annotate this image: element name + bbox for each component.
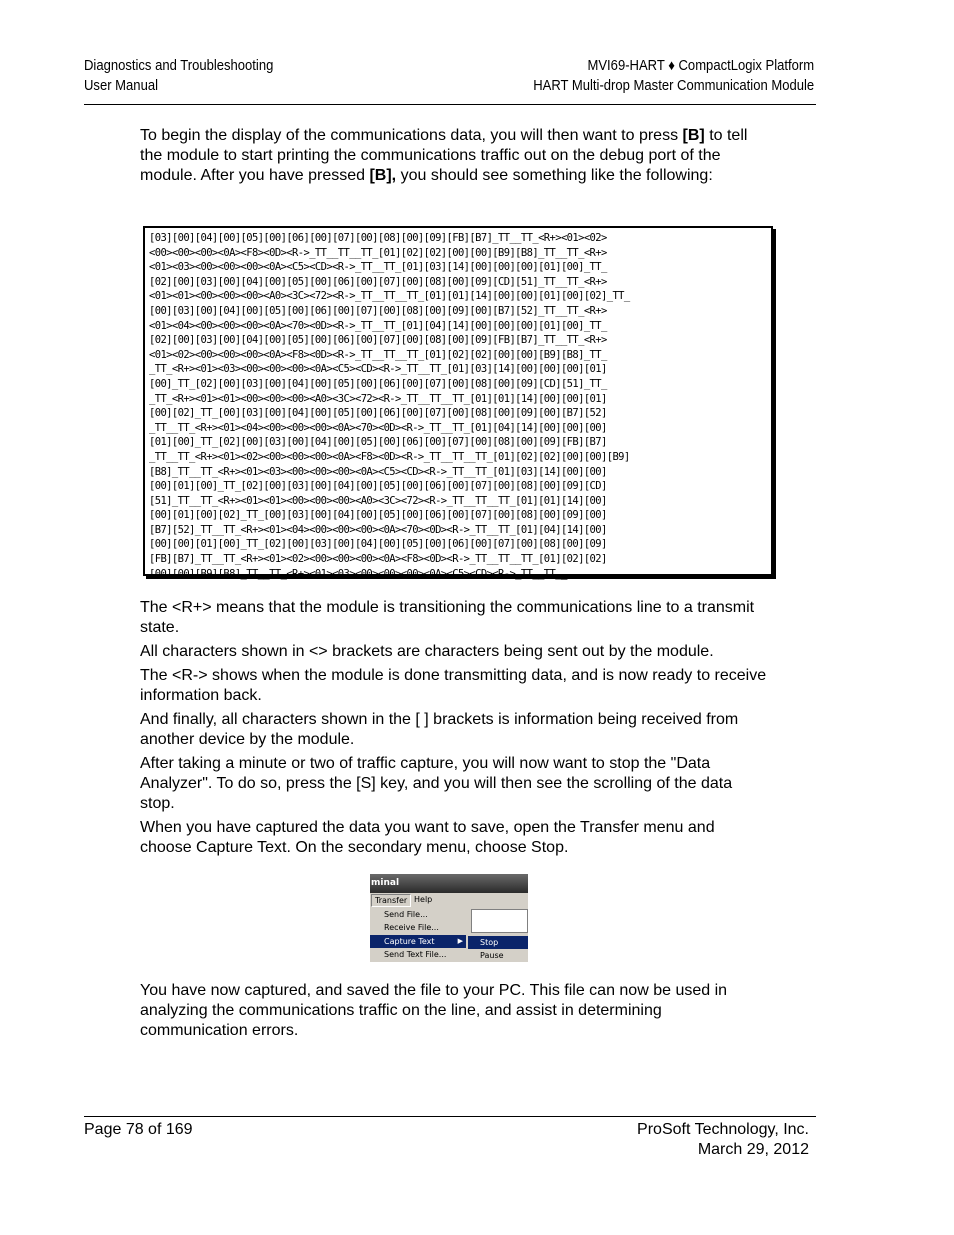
window-titlebar: minal xyxy=(370,874,528,893)
manual-type: User Manual xyxy=(84,78,158,94)
capture-text-submenu xyxy=(468,936,528,962)
explanation-angle-brackets: All characters shown in <> brackets are characters being sent out by the module. xyxy=(140,643,714,660)
stop-analyzer-paragraph: After taking a minute or two of traffic capture, you will now want to stop the "Data Analyzer". To do so, press the [S] key, and you will then see the scrolling of the data stop. xyxy=(140,755,733,812)
terminal-line: [00][00][01][00]_TT_[02][00][03][00][04][00][05][00][06][00][07][00][08][00][09] xyxy=(149,538,607,551)
terminal-line: <01><01><00><00><00><A0><3C><72><R->_TT__TT__TT_[01][01][14][00][00][01][00][02]_TT_ xyxy=(149,290,630,303)
terminal-line: _TT__TT_<R+><01><02><00><00><00><0A><F8><0D><R->_TT__TT__TT_[01][02][02][00][00][B9] xyxy=(149,450,630,463)
menubar xyxy=(370,893,528,907)
terminal-line: _TT__TT_<R+><01><04><00><00><00><0A><70><0D><R->_TT__TT_[01][04][14][00][00][00] xyxy=(149,421,607,434)
key-b-again: [B], xyxy=(369,167,397,184)
submenu-item-stop[interactable]: Stop xyxy=(468,936,528,949)
terminal-line: [00][01][00][02]_TT_[00][03][00][04][00][05][00][06][00][07][00][08][00][09][00] xyxy=(149,509,607,522)
menu-item-capture-text[interactable]: Capture Text ▶ xyxy=(370,935,466,948)
terminal-line: [B8]_TT__TT_<R+><01><03><00><00><00><0A><C5><CD><R->_TT__TT_[01][03][14][00][00] xyxy=(149,465,607,478)
terminal-line: [00]_TT_[02][00][03][00][04][00][05][00][06][00][07][00][08][00][09][CD][51]_TT_ xyxy=(149,377,607,390)
explanation-r-minus: The <R-> shows when the module is done transmitting data, and is now ready to receive information back. xyxy=(140,667,767,704)
page-number: Page 78 of 169 xyxy=(84,1121,193,1138)
terminal-line: [00][00][B9][B8]_TT__TT_<R+><01><03><00><00><00><0A><C5><CD><R->_TT__TT_▁ xyxy=(149,567,567,580)
terminal-line: _TT_<R+><01><01><00><00><00><A0><3C><72><R->_TT__TT__TT_[01][01][14][00][00][01] xyxy=(149,392,607,405)
company-name: ProSoft Technology, Inc. xyxy=(637,1121,809,1138)
terminal-line: <00><00><00><0A><F8><0D><R->_TT__TT__TT_[01][02][02][00][00][B9][B8]_TT__TT_<R+> xyxy=(149,246,607,259)
explanation-r-plus: The <R+> means that the module is transitioning the communications line to a transmit state. xyxy=(140,599,755,636)
submenu-item-pause[interactable]: Pause xyxy=(480,951,504,960)
closing-paragraph: You have now captured, and saved the file to your PC. This file can now be used in analyzing the communications traffic on the line, and assist in determining communication errors. xyxy=(140,982,728,1039)
terminal-line: _TT_<R+><01><03><00><00><00><0A><C5><CD><R->_TT__TT_[01][03][14][00][00][00][01] xyxy=(149,363,607,376)
menu-help[interactable]: Help xyxy=(414,895,433,904)
terminal-line: [00][01][00]_TT_[02][00][03][00][04][00][05][00][06][00][07][00][08][00][09][CD] xyxy=(149,480,607,493)
footer-rule xyxy=(84,1116,816,1117)
terminal-line: [02][00][03][00][04][00][05][00][06][00][07][00][08][00][09][FB][B7]_TT__TT_<R+> xyxy=(149,334,607,347)
terminal-line: <01><04><00><00><00><0A><70><0D><R->_TT__TT_[01][04][14][00][00][00][01][00]_TT_ xyxy=(149,319,607,332)
terminal-line: [51]_TT__TT_<R+><01><01><00><00><00><A0><3C><72><R->_TT__TT__TT_[01][01][14][00] xyxy=(149,494,607,507)
capture-text-paragraph: When you have captured the data you want to save, open the Transfer menu and choose Capture Text. On the secondary menu, choose Stop. xyxy=(140,819,715,856)
terminal-line: [FB][B7]_TT__TT_<R+><01><02><00><00><00><0A><F8><0D><R->_TT__TT__TT_[01][02][02] xyxy=(149,553,607,566)
terminal-line: [B7][52]_TT__TT_<R+><01><04><00><00><00><0A><70><0D><R->_TT__TT_[01][04][14][00] xyxy=(149,523,607,536)
background-window xyxy=(468,907,528,936)
footer-right xyxy=(637,1120,809,1160)
key-b: [B] xyxy=(682,127,705,144)
menu-item-send-text-file[interactable]: Send Text File... xyxy=(384,950,447,959)
terminal-line: [01][00]_TT_[02][00][03][00][04][00][05][00][06][00][07][00][08][00][09][FB][B7] xyxy=(149,436,607,449)
submenu-arrow-icon: ▶ xyxy=(457,937,463,945)
product-description: HART Multi-drop Master Communication Module xyxy=(533,78,814,94)
running-header-right xyxy=(533,56,814,96)
running-header-left xyxy=(84,56,273,96)
intro-paragraph: To begin the display of the communications data, you will then want to press [B] to tell the module to start printing the communications traffic out on the debug port of the module. After you have pressed [B], you should see something like the following: xyxy=(140,127,748,184)
menu-item-receive-file[interactable]: Receive File... xyxy=(384,923,439,932)
terminal-line: <01><02><00><00><00><0A><F8><0D><R->_TT__TT__TT_[01][02][02][00][00][B9][B8]_TT_ xyxy=(149,348,607,361)
section-title: Diagnostics and Troubleshooting xyxy=(84,58,274,74)
header-rule xyxy=(84,104,816,105)
explanation-square-brackets: And finally, all characters shown in the [ ] brackets is information being received from another device by the module. xyxy=(140,711,739,748)
menu-item-send-file[interactable]: Send File... xyxy=(384,910,428,919)
menu-transfer[interactable]: Transfer xyxy=(371,894,411,907)
terminal-line: [02][00][03][00][04][00][05][00][06][00][07][00][08][00][09][CD][51]_TT__TT_<R+> xyxy=(149,275,607,288)
transfer-menu-screenshot xyxy=(370,874,528,962)
terminal-line: [03][00][04][00][05][00][06][00][07][00][08][00][09][FB][B7]_TT__TT_<R+><01><02> xyxy=(149,232,607,244)
terminal-line: [00][02]_TT_[00][03][00][04][00][05][00][06][00][07][00][08][00][09][00][B7][52] xyxy=(149,407,607,420)
terminal-line: [00][03][00][04][00][05][00][06][00][07][00][08][00][09][00][B7][52]_TT__TT_<R+> xyxy=(149,304,607,317)
transfer-dropdown xyxy=(370,907,469,962)
terminal-capture xyxy=(143,226,773,580)
publication-date: March 29, 2012 xyxy=(697,1141,809,1158)
terminal-output xyxy=(145,228,771,584)
product-name: MVI69-HART ♦ CompactLogix Platform xyxy=(587,58,814,74)
terminal-line: <01><03><00><00><00><0A><C5><CD><R->_TT__TT_[01][03][14][00][00][00][01][00]_TT_ xyxy=(149,261,607,274)
